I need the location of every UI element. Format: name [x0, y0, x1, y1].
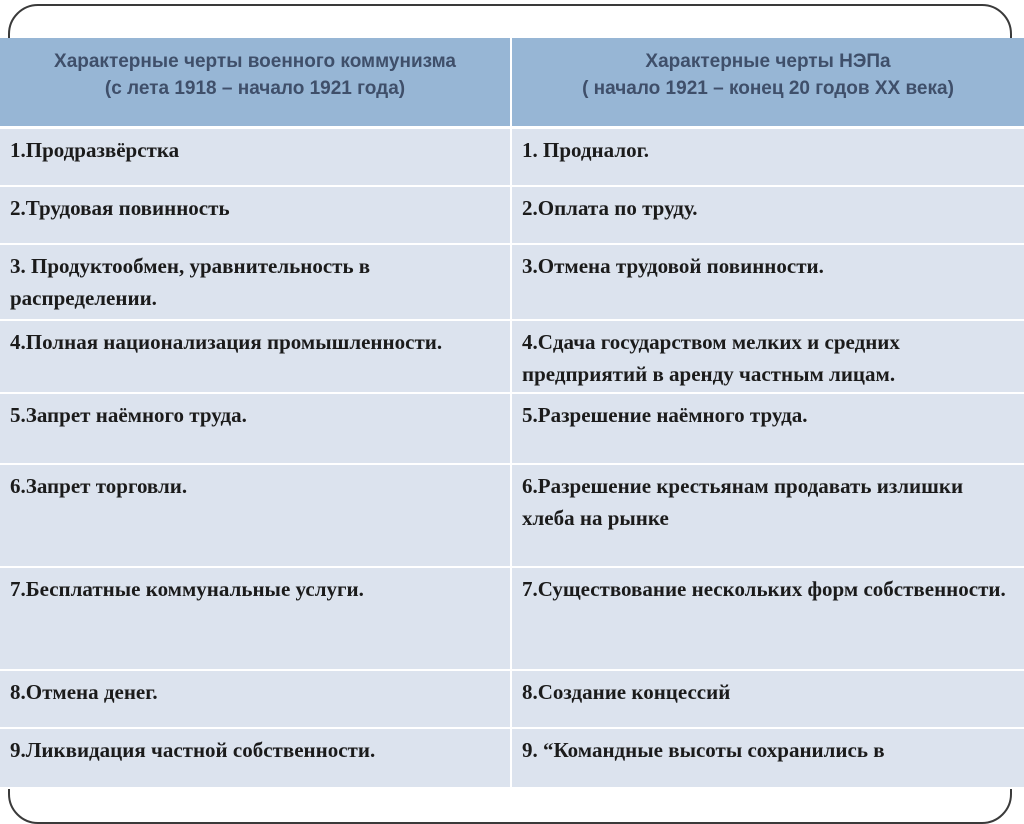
war-communism-cell: 8.Отмена денег.: [0, 670, 511, 728]
table-row: [0, 244, 1024, 320]
nep-cell: 5.Разрешение наёмного труда.: [511, 393, 1024, 464]
table-row: [0, 728, 1024, 788]
table-row: [0, 127, 1024, 186]
header-war-communism-title: Характерные черты военного коммунизма: [54, 51, 456, 72]
comparison-table-container: [0, 38, 1024, 789]
table-row: [0, 464, 1024, 567]
table-row: [0, 567, 1024, 670]
war-communism-cell: 7.Бесплатные коммунальные услуги.: [0, 567, 511, 670]
nep-cell: 8.Создание концессий: [511, 670, 1024, 728]
table-row: [0, 320, 1024, 393]
nep-cell: 9. “Командные высоты сохранились в: [511, 728, 1024, 788]
comparison-table: [0, 38, 1024, 789]
table-row: [0, 670, 1024, 728]
war-communism-cell: 5.Запрет наёмного труда.: [0, 393, 511, 464]
nep-cell: 4.Сдача государством мелких и средних предприятий в аренду частным лицам.: [511, 320, 1024, 393]
header-nep-title: Характерные черты НЭПа: [645, 51, 891, 72]
table-header-row: [0, 38, 1024, 127]
nep-cell: 3.Отмена трудовой повинности.: [511, 244, 1024, 320]
war-communism-cell: 4.Полная национализация промышленности.: [0, 320, 511, 393]
header-war-communism: [0, 38, 511, 127]
war-communism-cell: 3. Продуктообмен, уравнительность в распределении.: [0, 244, 511, 320]
header-war-communism-period: (с лета 1918 – начало 1921 года): [104, 78, 406, 99]
header-nep: [511, 38, 1024, 127]
war-communism-cell: 1.Продразвёрстка: [0, 127, 511, 186]
nep-cell: 1. Продналог.: [511, 127, 1024, 186]
war-communism-cell: 2.Трудовая повинность: [0, 186, 511, 244]
war-communism-cell: 9.Ликвидация частной собственности.: [0, 728, 511, 788]
header-nep-period: ( начало 1921 – конец 20 годов XX века): [582, 78, 954, 99]
table-row: [0, 186, 1024, 244]
nep-cell: 2.Оплата по труду.: [511, 186, 1024, 244]
war-communism-cell: 6.Запрет торговли.: [0, 464, 511, 567]
table-row: [0, 393, 1024, 464]
nep-cell: 6.Разрешение крестьянам продавать излишки хлеба на рынке: [511, 464, 1024, 567]
nep-cell: 7.Существование нескольких форм собственности.: [511, 567, 1024, 670]
